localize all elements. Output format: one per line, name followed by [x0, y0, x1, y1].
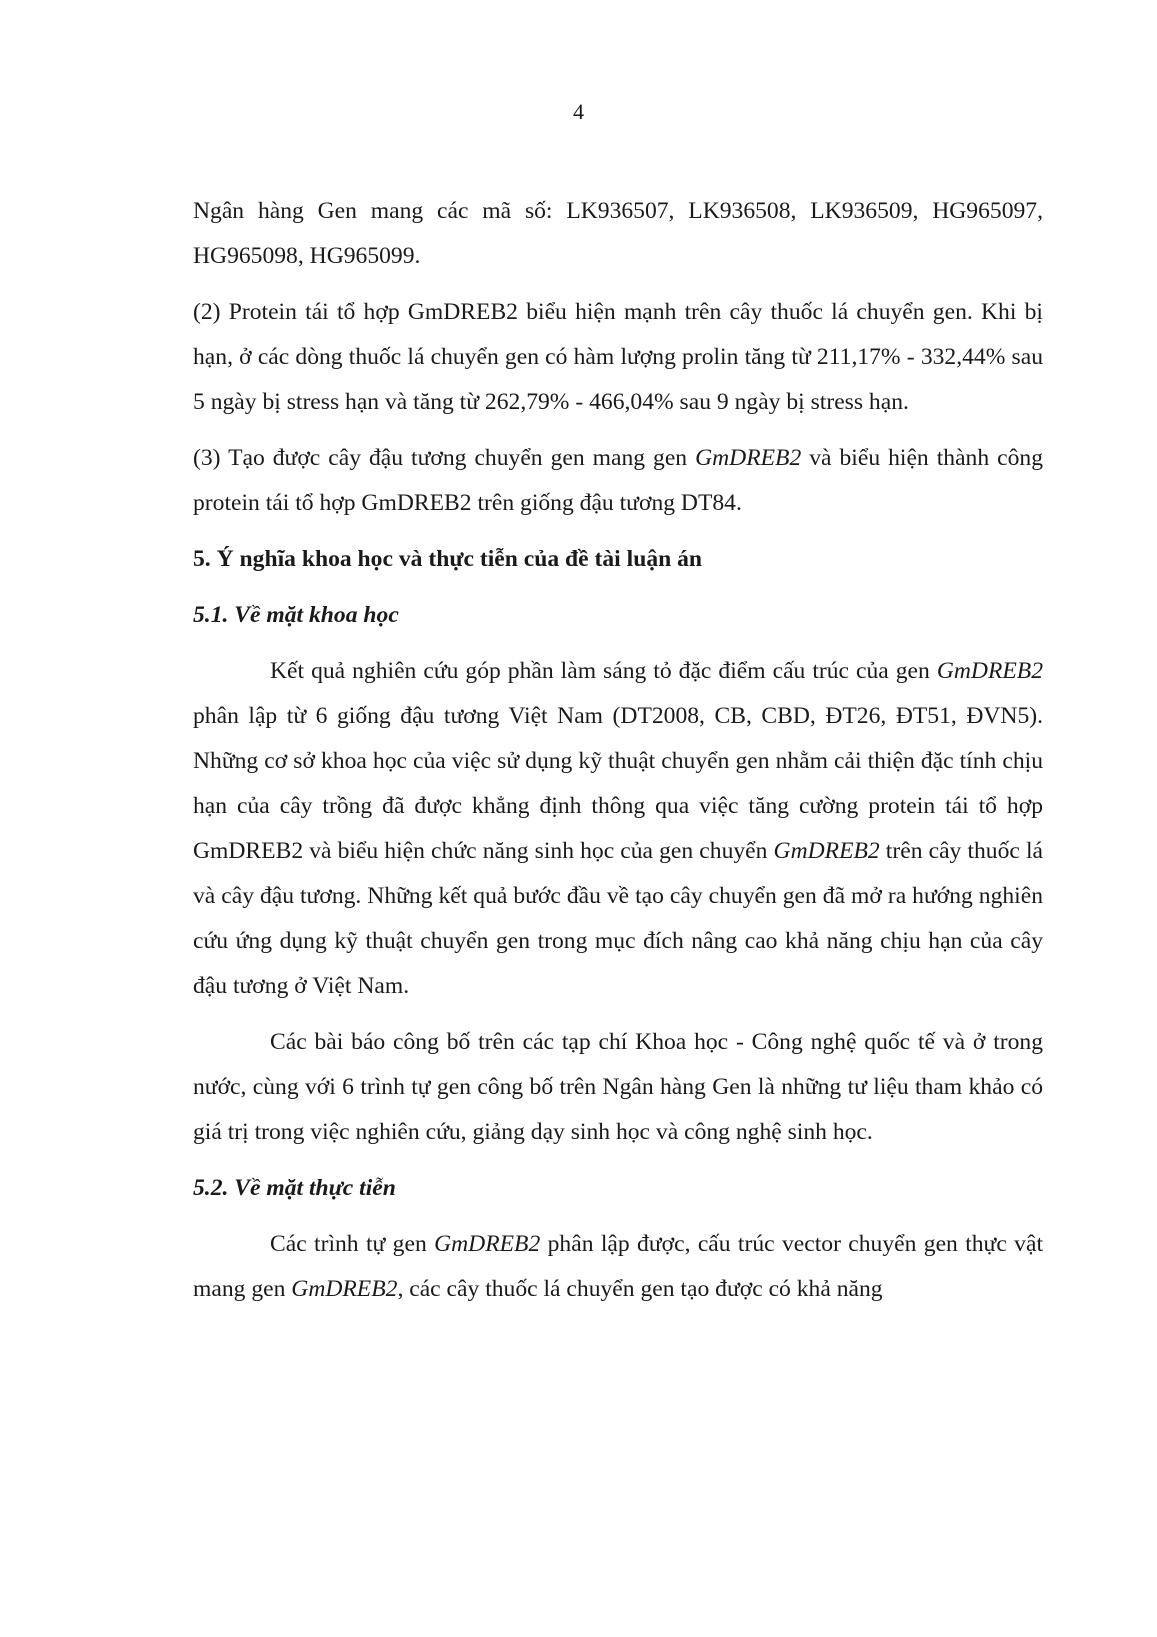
section-heading-5: 5. Ý nghĩa khoa học và thực tiễn của đề tài luận án [193, 546, 703, 572]
paragraph-result-2: (2) Protein tái tổ hợp GmDREB2 biểu hiện mạnh trên cây thuốc lá chuyển gen. Khi bị hạn, ở các dòng thuốc lá chuyển gen có hàm lượng prolin tăng từ 211,17% - 332,44% sau 5 ngày bị stress hạn và tăng từ 262,79% - 466,04% sau 9 ngày bị stress hạn. [193, 299, 1043, 415]
subsection-heading-5-1: 5.1. Về mặt khoa học [193, 602, 399, 628]
page-number: 4 [573, 99, 584, 124]
gene-name: GmDREB2 [291, 1276, 398, 1302]
text-run: trên cây thuốc lá và cây đậu tương. Những kết quả bước đầu về tạo cây chuyển gen đã mở ra hướng nghiên cứu ứng dụng kỹ thuật chuyển gen trong mục đích nâng cao khả năng chịu hạn của cây đậu tương ở Việt Nam. [193, 838, 1044, 999]
text-run: phân lập từ 6 giống đậu tương Việt Nam (DT2008, CB, CBD, ĐT26, ĐT51, ĐVN5). Những cơ sở khoa học của việc sử dụng kỹ thuật chuyển gen nhằm cải thiện đặc tính chịu hạn của cây trồng đã được khẳng định thông qua việc tăng cường protein tái tổ hợp GmDREB2 và biểu hiện chức năng sinh học của gen chuyển [193, 703, 1043, 864]
paragraph-publications: Các bài báo công bố trên các tạp chí Khoa học - Công nghệ quốc tế và ở trong nước, cùng với 6 trình tự gen công bố trên Ngân hàng Gen là những tư liệu tham khảo có giá trị trong việc nghiên cứu, giảng dạy sinh học và công nghệ sinh học. [193, 1029, 1043, 1145]
text-run: Các trình tự gen [270, 1231, 435, 1257]
paragraph-genbank-codes: Ngân hàng Gen mang các mã số: LK936507, LK936508, LK936509, HG965097, HG965098, HG965099. [193, 198, 1043, 269]
text-run: (3) Tạo được cây đậu tương chuyển gen mang gen [193, 445, 696, 471]
gene-name: GmDREB2 [936, 658, 1043, 684]
subsection-heading-5-2: 5.2. Về mặt thực tiễn [193, 1175, 396, 1201]
gene-name: GmDREB2 [695, 445, 802, 471]
text-run: và biểu hiện thành công protein tái tổ hợp GmDREB2 trên giống đậu tương DT84. [193, 445, 1043, 516]
paragraph-scientific-significance [193, 649, 1043, 1009]
gene-name: GmDREB2 [434, 1231, 541, 1257]
gene-name: GmDREB2 [773, 838, 880, 864]
text-run: , các cây thuốc lá chuyển gen tạo được có khả năng [397, 1276, 883, 1302]
paragraph-practical-significance [193, 1222, 1043, 1312]
text-run: Kết quả nghiên cứu góp phần làm sáng tỏ đặc điểm cấu trúc của gen [270, 658, 937, 684]
paragraph-result-3 [193, 436, 1043, 526]
page-content [193, 189, 1043, 1312]
text-run: phân lập được, cấu trúc vector chuyển gen thực vật mang gen [193, 1231, 1044, 1302]
